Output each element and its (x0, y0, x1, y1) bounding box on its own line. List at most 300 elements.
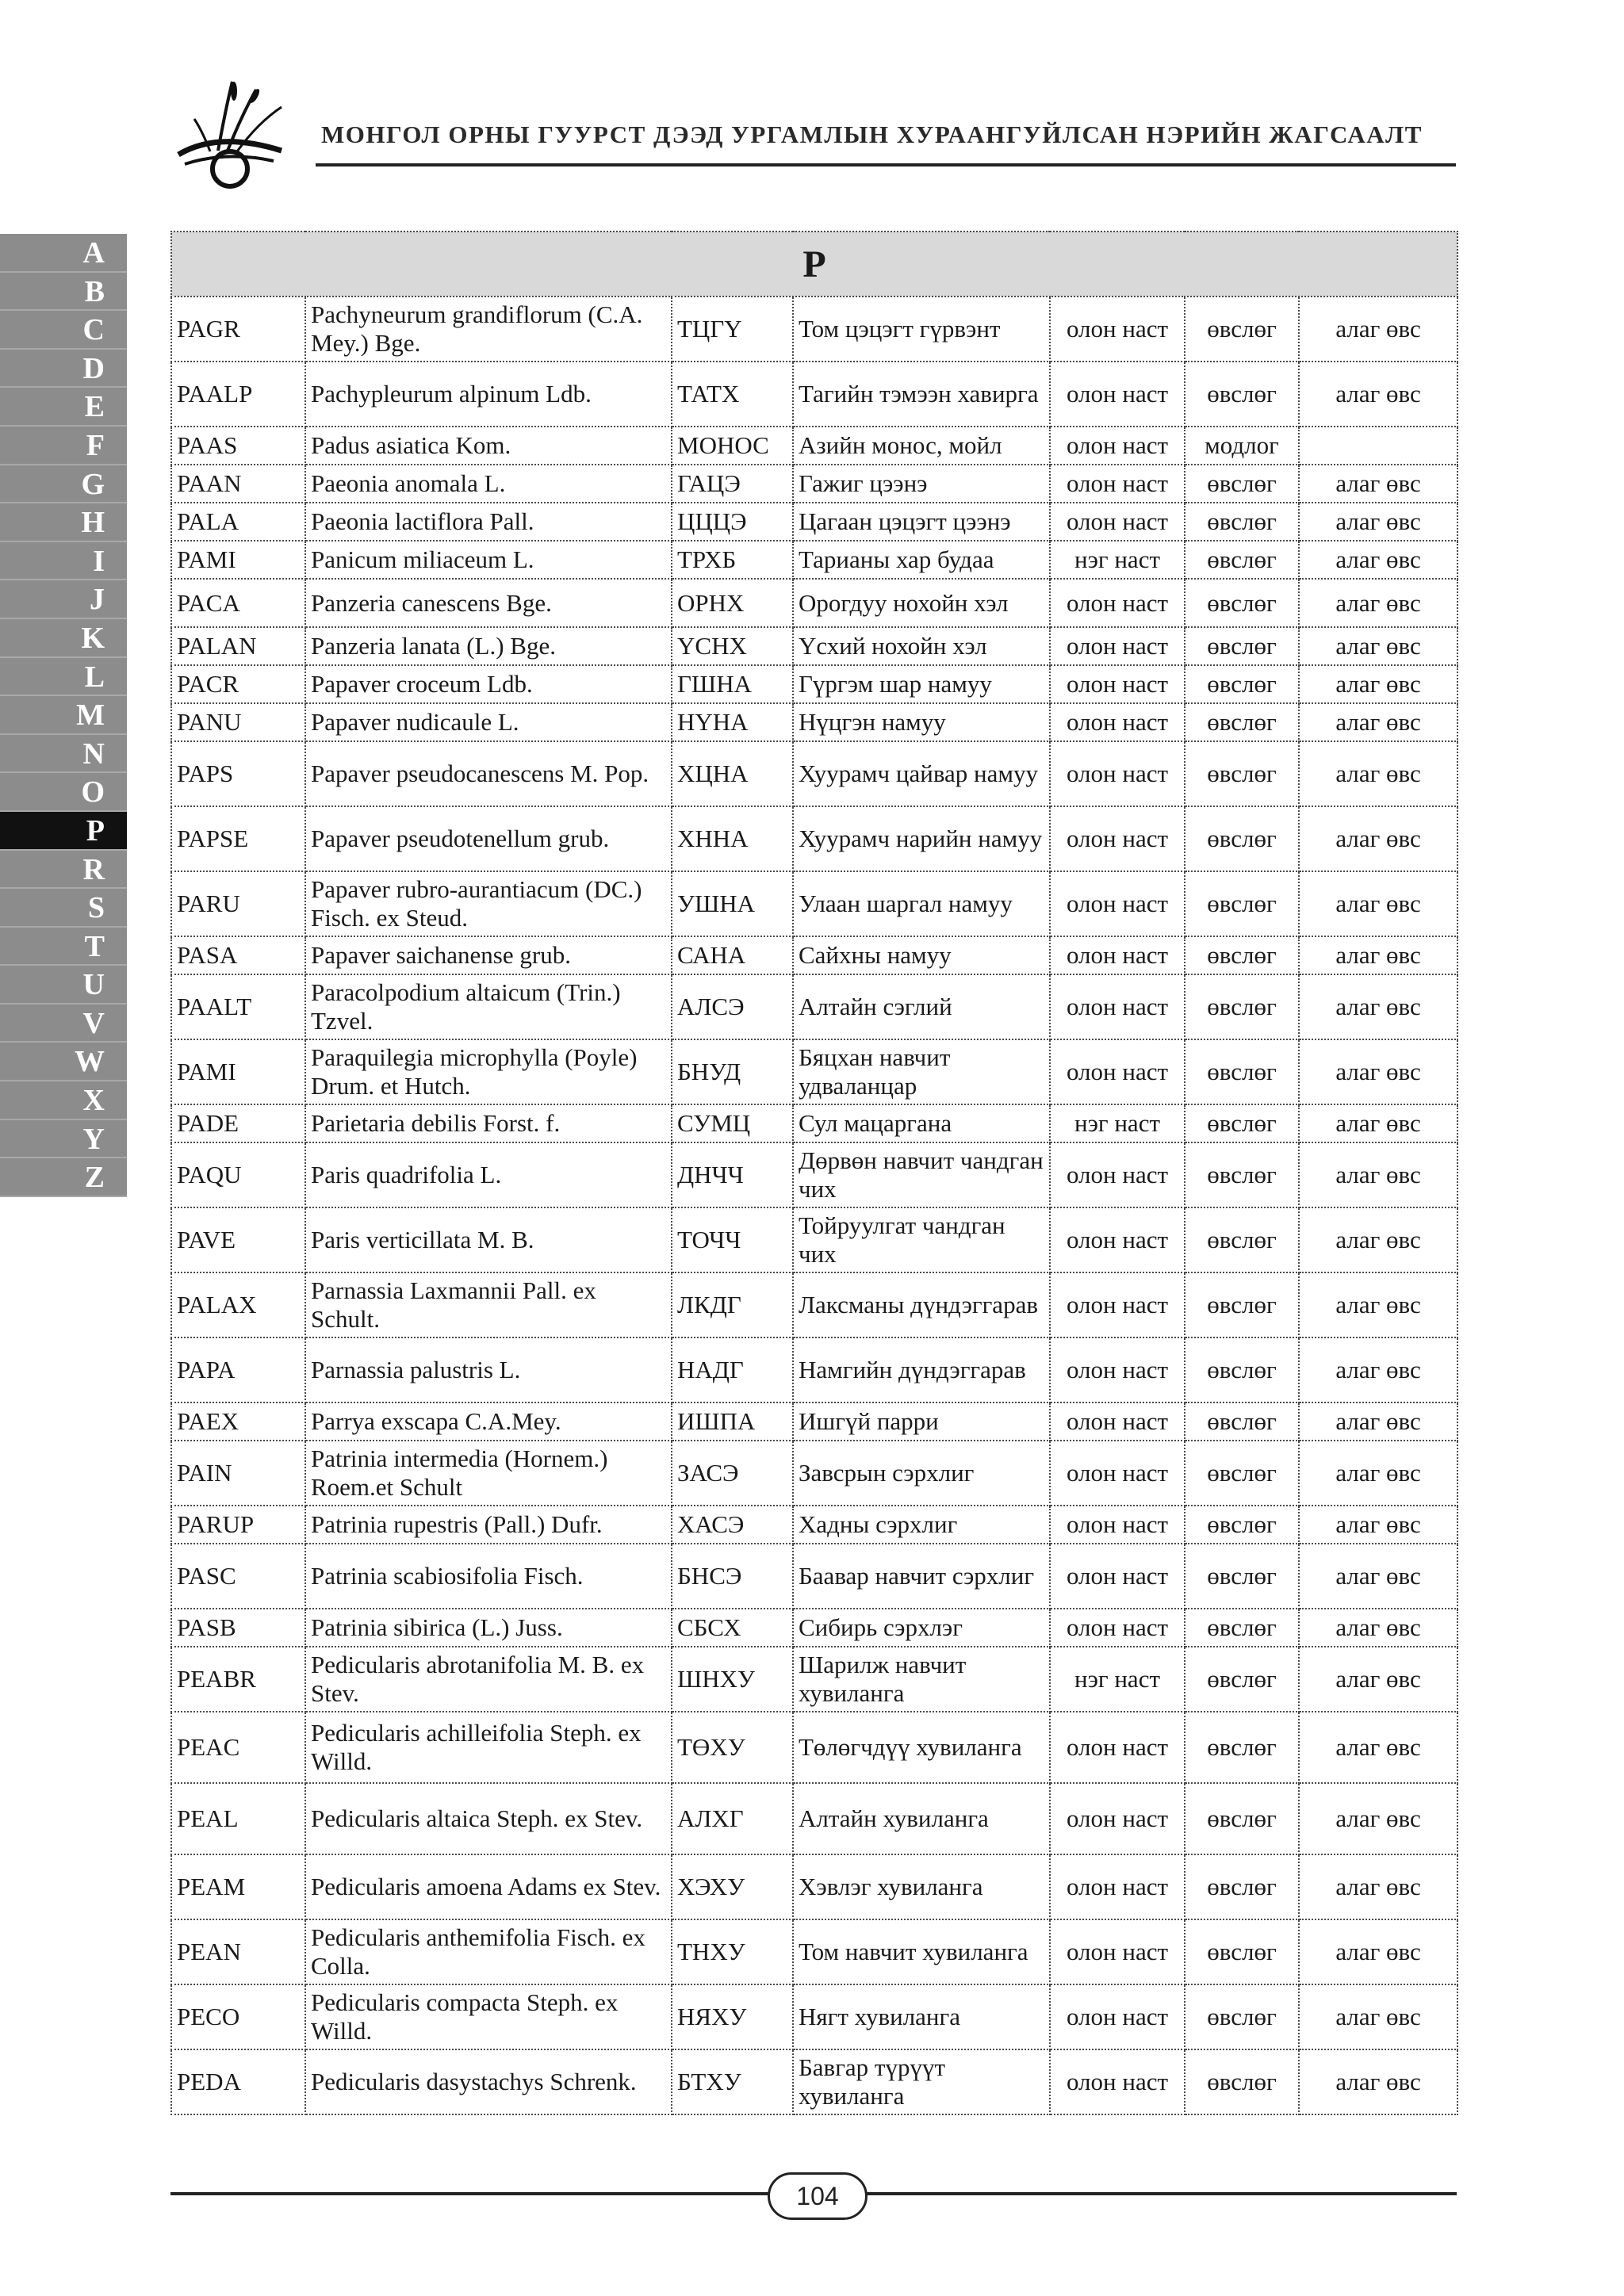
latin-name-cell: Parrya exscapa C.A.Mey. (305, 1402, 672, 1441)
mn-code-cell: САНА (672, 936, 793, 974)
table-row (171, 297, 1457, 362)
lifespan-cell: олон наст (1050, 1506, 1185, 1544)
group-cell: алаг өвс (1299, 1441, 1457, 1506)
latin-name-cell: Paeonia anomala L. (305, 465, 672, 503)
mongolian-name-cell: Хэвлэг хувиланга (793, 1854, 1050, 1919)
mn-code-cell: ЗАСЭ (672, 1441, 793, 1506)
group-cell: алаг өвс (1299, 297, 1457, 362)
group-cell: алаг өвс (1299, 1712, 1457, 1783)
mn-code-cell: СБСХ (672, 1609, 793, 1647)
lifespan-cell: олон наст (1050, 627, 1185, 665)
mn-code-cell: БТХУ (672, 2049, 793, 2114)
alphabet-tab-u[interactable]: U (0, 966, 127, 1004)
mongolian-name-cell: Нүцгэн намуу (793, 703, 1050, 741)
growth-form-cell: өвслөг (1185, 1712, 1299, 1783)
lifespan-cell: олон наст (1050, 741, 1185, 806)
latin-name-cell: Pedicularis compacta Steph. ex Willd. (305, 1984, 672, 2049)
code-cell: PAALT (171, 974, 305, 1039)
code-cell: PAAN (171, 465, 305, 503)
mongolian-name-cell: Лаксманы дүндэггарав (793, 1272, 1050, 1337)
latin-name-cell: Papaver croceum Ldb. (305, 665, 672, 703)
group-cell: алаг өвс (1299, 1783, 1457, 1854)
table-row (171, 362, 1457, 427)
alphabet-tab-d[interactable]: D (0, 350, 127, 388)
document-header-title: МОНГОЛ ОРНЫ ГУУРСТ ДЭЭД УРГАМЛЫН ХУРААНГУЙЛСАН НЭРИЙН ЖАГСААЛТ (321, 121, 1423, 148)
table-row (171, 1919, 1457, 1984)
table-row (171, 541, 1457, 579)
lifespan-cell: олон наст (1050, 297, 1185, 362)
latin-name-cell: Parnassia Laxmannii Pall. ex Schult. (305, 1272, 672, 1337)
group-cell: алаг өвс (1299, 1647, 1457, 1712)
latin-name-cell: Patrinia rupestris (Pall.) Dufr. (305, 1506, 672, 1544)
alphabet-tab-x[interactable]: X (0, 1081, 127, 1120)
alphabet-tab-p[interactable]: P (0, 812, 127, 851)
table-row (171, 503, 1457, 541)
growth-form-cell: модлог (1185, 427, 1299, 465)
mongolian-name-cell: Хуурамч цайвар намуу (793, 741, 1050, 806)
table-row (171, 1783, 1457, 1854)
code-cell: PAPSE (171, 806, 305, 871)
table-row (171, 1039, 1457, 1104)
mongolian-name-cell: Төлөгчдүү хувиланга (793, 1712, 1050, 1783)
growth-form-cell: өвслөг (1185, 541, 1299, 579)
mn-code-cell: НҮНА (672, 703, 793, 741)
code-cell: PAPA (171, 1337, 305, 1402)
mn-code-cell: ЛКДГ (672, 1272, 793, 1337)
growth-form-cell: өвслөг (1185, 627, 1299, 665)
latin-name-cell: Papaver pseudotenellum grub. (305, 806, 672, 871)
group-cell: алаг өвс (1299, 503, 1457, 541)
growth-form-cell: өвслөг (1185, 936, 1299, 974)
alphabet-tab-g[interactable]: G (0, 465, 127, 504)
group-cell: алаг өвс (1299, 1854, 1457, 1919)
table-row (171, 627, 1457, 665)
lifespan-cell: олон наст (1050, 1783, 1185, 1854)
growth-form-cell: өвслөг (1185, 465, 1299, 503)
species-table-body (171, 297, 1457, 2114)
group-cell: алаг өвс (1299, 1506, 1457, 1544)
mn-code-cell: АЛСЭ (672, 974, 793, 1039)
page-number: 104 (768, 2172, 868, 2220)
mn-code-cell: ЦЦЦЭ (672, 503, 793, 541)
growth-form-cell: өвслөг (1185, 1142, 1299, 1207)
mongolian-name-cell: Улаан шаргал намуу (793, 871, 1050, 936)
latin-name-cell: Papaver rubro-aurantiacum (DC.) Fisch. ex Steud. (305, 871, 672, 936)
table-row (171, 427, 1457, 465)
lifespan-cell: олон наст (1050, 974, 1185, 1039)
mongolian-name-cell: Бавгар түрүүт хувиланга (793, 2049, 1050, 2114)
growth-form-cell: өвслөг (1185, 871, 1299, 936)
lifespan-cell: олон наст (1050, 1919, 1185, 1984)
group-cell: алаг өвс (1299, 1272, 1457, 1337)
table-row (171, 465, 1457, 503)
lifespan-cell: олон наст (1050, 936, 1185, 974)
alphabet-tab-v[interactable]: V (0, 1004, 127, 1043)
mongolian-name-cell: Шарилж навчит хувиланга (793, 1647, 1050, 1712)
mn-code-cell: ГАЦЭ (672, 465, 793, 503)
group-cell: алаг өвс (1299, 741, 1457, 806)
lifespan-cell: олон наст (1050, 1609, 1185, 1647)
growth-form-cell: өвслөг (1185, 1544, 1299, 1609)
lifespan-cell: олон наст (1050, 665, 1185, 703)
group-cell: алаг өвс (1299, 1039, 1457, 1104)
latin-name-cell: Paris verticillata M. B. (305, 1207, 672, 1272)
alphabet-tab-e[interactable]: E (0, 388, 127, 427)
alphabet-tab-o[interactable]: O (0, 773, 127, 812)
code-cell: PASB (171, 1609, 305, 1647)
table-row (171, 806, 1457, 871)
table-row (171, 1441, 1457, 1506)
mongolian-name-cell: Тойруулгат чандган чих (793, 1207, 1050, 1272)
growth-form-cell: өвслөг (1185, 2049, 1299, 2114)
table-row (171, 1854, 1457, 1919)
growth-form-cell: өвслөг (1185, 1104, 1299, 1142)
table-row (171, 1337, 1457, 1402)
mn-code-cell: ТОЧЧ (672, 1207, 793, 1272)
latin-name-cell: Panicum miliaceum L. (305, 541, 672, 579)
mongolian-name-cell: Дөрвөн навчит чандган чих (793, 1142, 1050, 1207)
code-cell: PACA (171, 579, 305, 627)
mongolian-name-cell: Гажиг цээнэ (793, 465, 1050, 503)
table-row (171, 1712, 1457, 1783)
group-cell: алаг өвс (1299, 665, 1457, 703)
table-row (171, 1402, 1457, 1441)
growth-form-cell: өвслөг (1185, 1506, 1299, 1544)
group-cell: алаг өвс (1299, 627, 1457, 665)
mn-code-cell: БНСЭ (672, 1544, 793, 1609)
group-cell: алаг өвс (1299, 1142, 1457, 1207)
mongolian-name-cell: Алтайн хувиланга (793, 1783, 1050, 1854)
latin-name-cell: Padus asiatica Kom. (305, 427, 672, 465)
mongolian-name-cell: Цагаан цэцэгт цээнэ (793, 503, 1050, 541)
group-cell: алаг өвс (1299, 541, 1457, 579)
code-cell: PAALP (171, 362, 305, 427)
lifespan-cell: нэг наст (1050, 541, 1185, 579)
code-cell: PARUP (171, 1506, 305, 1544)
growth-form-cell: өвслөг (1185, 1337, 1299, 1402)
table-row (171, 1984, 1457, 2049)
mn-code-cell: БНУД (672, 1039, 793, 1104)
table-row (171, 741, 1457, 806)
latin-name-cell: Parietaria debilis Forst. f. (305, 1104, 672, 1142)
mn-code-cell: ТАТХ (672, 362, 793, 427)
book-logo-icon (170, 75, 289, 194)
growth-form-cell: өвслөг (1185, 1441, 1299, 1506)
growth-form-cell: өвслөг (1185, 503, 1299, 541)
growth-form-cell: өвслөг (1185, 1854, 1299, 1919)
table-row (171, 579, 1457, 627)
code-cell: PAMI (171, 1039, 305, 1104)
latin-name-cell: Pedicularis altaica Steph. ex Stev. (305, 1783, 672, 1854)
mn-code-cell: ХАСЭ (672, 1506, 793, 1544)
alphabet-tab-f[interactable]: F (0, 427, 127, 465)
alphabet-tab-h[interactable]: H (0, 503, 127, 542)
code-cell: PADE (171, 1104, 305, 1142)
code-cell: PARU (171, 871, 305, 936)
group-cell: алаг өвс (1299, 871, 1457, 936)
mn-code-cell: СУМЦ (672, 1104, 793, 1142)
mn-code-cell: ХЦНА (672, 741, 793, 806)
latin-name-cell: Paraquilegia microphylla (Poyle) Drum. et Hutch. (305, 1039, 672, 1104)
table-row (171, 665, 1457, 703)
lifespan-cell: олон наст (1050, 1402, 1185, 1441)
mn-code-cell: ДНЧЧ (672, 1142, 793, 1207)
table-row (171, 1272, 1457, 1337)
code-cell: PALA (171, 503, 305, 541)
lifespan-cell: олон наст (1050, 362, 1185, 427)
group-cell: алаг өвс (1299, 806, 1457, 871)
lifespan-cell: олон наст (1050, 427, 1185, 465)
mongolian-name-cell: Том навчит хувиланга (793, 1919, 1050, 1984)
alphabet-tab-j[interactable]: J (0, 580, 127, 619)
table-row (171, 1544, 1457, 1609)
lifespan-cell: олон наст (1050, 1142, 1185, 1207)
mn-code-cell: МОНОС (672, 427, 793, 465)
lifespan-cell: олон наст (1050, 806, 1185, 871)
mn-code-cell: ҮСНХ (672, 627, 793, 665)
growth-form-cell: өвслөг (1185, 741, 1299, 806)
growth-form-cell: өвслөг (1185, 1207, 1299, 1272)
alphabet-tab-b[interactable]: B (0, 273, 127, 312)
mongolian-name-cell: Хадны сэрхлиг (793, 1506, 1050, 1544)
table-row (171, 1142, 1457, 1207)
table-row (171, 871, 1457, 936)
code-cell: PASC (171, 1544, 305, 1609)
group-cell: алаг өвс (1299, 1609, 1457, 1647)
mongolian-name-cell: Завсрын сэрхлиг (793, 1441, 1050, 1506)
mongolian-name-cell: Сул мацаргана (793, 1104, 1050, 1142)
growth-form-cell: өвслөг (1185, 806, 1299, 871)
alphabet-tab-c[interactable]: C (0, 311, 127, 350)
mongolian-name-cell: Сибирь сэрхлэг (793, 1609, 1050, 1647)
latin-name-cell: Patrinia scabiosifolia Fisch. (305, 1544, 672, 1609)
lifespan-cell: олон наст (1050, 2049, 1185, 2114)
group-cell: алаг өвс (1299, 974, 1457, 1039)
lifespan-cell: нэг наст (1050, 1647, 1185, 1712)
mongolian-name-cell: Тагийн тэмээн хавирга (793, 362, 1050, 427)
mongolian-name-cell: Азийн монос, мойл (793, 427, 1050, 465)
latin-name-cell: Paris quadrifolia L. (305, 1142, 672, 1207)
latin-name-cell: Panzeria lanata (L.) Bge. (305, 627, 672, 665)
code-cell: PAGR (171, 297, 305, 362)
mongolian-name-cell: Сайхны намуу (793, 936, 1050, 974)
lifespan-cell: олон наст (1050, 871, 1185, 936)
mn-code-cell: ИШПА (672, 1402, 793, 1441)
mn-code-cell: УШНА (672, 871, 793, 936)
code-cell: PASA (171, 936, 305, 974)
lifespan-cell: олон наст (1050, 1854, 1185, 1919)
alphabet-tab-n[interactable]: N (0, 735, 127, 774)
mn-code-cell: ОРНХ (672, 579, 793, 627)
alphabet-tab-a[interactable]: A (0, 234, 127, 273)
lifespan-cell: олон наст (1050, 1039, 1185, 1104)
lifespan-cell: олон наст (1050, 1984, 1185, 2049)
growth-form-cell: өвслөг (1185, 1919, 1299, 1984)
latin-name-cell: Pedicularis achilleifolia Steph. ex Willd. (305, 1712, 672, 1783)
section-letter: P (171, 232, 1457, 297)
table-row (171, 1104, 1457, 1142)
mn-code-cell: АЛХГ (672, 1783, 793, 1854)
group-cell: алаг өвс (1299, 1984, 1457, 2049)
growth-form-cell: өвслөг (1185, 1609, 1299, 1647)
mongolian-name-cell: Намгийн дүндэггарав (793, 1337, 1050, 1402)
mongolian-name-cell: Гүргэм шар намуу (793, 665, 1050, 703)
alphabet-tab-k[interactable]: K (0, 619, 127, 658)
mongolian-name-cell: Ишгүй парри (793, 1402, 1050, 1441)
code-cell: PEAL (171, 1783, 305, 1854)
lifespan-cell: олон наст (1050, 1441, 1185, 1506)
code-cell: PANU (171, 703, 305, 741)
latin-name-cell: Pedicularis anthemifolia Fisch. ex Colla. (305, 1919, 672, 1984)
group-cell: алаг өвс (1299, 1207, 1457, 1272)
lifespan-cell: олон наст (1050, 465, 1185, 503)
mongolian-name-cell: Бяцхан навчит удваланцар (793, 1039, 1050, 1104)
mn-code-cell: ХННА (672, 806, 793, 871)
latin-name-cell: Pachypleurum alpinum Ldb. (305, 362, 672, 427)
group-cell: алаг өвс (1299, 2049, 1457, 2114)
code-cell: PAPS (171, 741, 305, 806)
alphabet-tab-w[interactable]: W (0, 1043, 127, 1081)
header-rule (316, 163, 1456, 166)
code-cell: PAEX (171, 1402, 305, 1441)
mn-code-cell: ТРХБ (672, 541, 793, 579)
mn-code-cell: ТӨХУ (672, 1712, 793, 1783)
lifespan-cell: олон наст (1050, 579, 1185, 627)
code-cell: PAIN (171, 1441, 305, 1506)
latin-name-cell: Papaver nudicaule L. (305, 703, 672, 741)
code-cell: PAAS (171, 427, 305, 465)
mn-code-cell: ГШНА (672, 665, 793, 703)
growth-form-cell: өвслөг (1185, 1272, 1299, 1337)
mn-code-cell: НЯХУ (672, 1984, 793, 2049)
group-cell: алаг өвс (1299, 362, 1457, 427)
group-cell (1299, 427, 1457, 465)
group-cell: алаг өвс (1299, 1104, 1457, 1142)
latin-name-cell: Paracolpodium altaicum (Trin.) Tzvel. (305, 974, 672, 1039)
species-table-container (170, 231, 1457, 2115)
lifespan-cell: олон наст (1050, 503, 1185, 541)
code-cell: PAMI (171, 541, 305, 579)
lifespan-cell: нэг наст (1050, 1104, 1185, 1142)
table-row (171, 2049, 1457, 2114)
alphabet-tab-y[interactable]: Y (0, 1120, 127, 1159)
latin-name-cell: Panzeria canescens Bge. (305, 579, 672, 627)
growth-form-cell: өвслөг (1185, 1647, 1299, 1712)
latin-name-cell: Papaver saichanense grub. (305, 936, 672, 974)
growth-form-cell: өвслөг (1185, 1039, 1299, 1104)
alphabet-index (0, 234, 127, 1197)
group-cell: алаг өвс (1299, 1544, 1457, 1609)
latin-name-cell: Pedicularis dasystachys Schrenk. (305, 2049, 672, 2114)
code-cell: PALAN (171, 627, 305, 665)
growth-form-cell: өвслөг (1185, 1402, 1299, 1441)
mn-code-cell: ТНХУ (672, 1919, 793, 1984)
latin-name-cell: Pachyneurum grandiflorum (C.A. Mey.) Bge. (305, 297, 672, 362)
latin-name-cell: Patrinia intermedia (Hornem.) Roem.et Schult (305, 1441, 672, 1506)
mn-code-cell: ХЭХУ (672, 1854, 793, 1919)
table-row (171, 974, 1457, 1039)
table-row (171, 1506, 1457, 1544)
mn-code-cell: НАДГ (672, 1337, 793, 1402)
mn-code-cell: ТЦГҮ (672, 297, 793, 362)
group-cell: алаг өвс (1299, 465, 1457, 503)
code-cell: PEDA (171, 2049, 305, 2114)
lifespan-cell: олон наст (1050, 1544, 1185, 1609)
latin-name-cell: Parnassia palustris L. (305, 1337, 672, 1402)
alphabet-tab-z[interactable]: Z (0, 1158, 127, 1197)
code-cell: PACR (171, 665, 305, 703)
alphabet-tab-i[interactable]: I (0, 542, 127, 581)
group-cell: алаг өвс (1299, 1919, 1457, 1984)
table-row (171, 1609, 1457, 1647)
latin-name-cell: Pedicularis amoena Adams ex Stev. (305, 1854, 672, 1919)
code-cell: PEAN (171, 1919, 305, 1984)
group-cell: алаг өвс (1299, 936, 1457, 974)
alphabet-tab-r[interactable]: R (0, 851, 127, 890)
group-cell: алаг өвс (1299, 1337, 1457, 1402)
latin-name-cell: Papaver pseudocanescens M. Pop. (305, 741, 672, 806)
code-cell: PAVE (171, 1207, 305, 1272)
growth-form-cell: өвслөг (1185, 974, 1299, 1039)
section-header-row (171, 232, 1457, 297)
lifespan-cell: олон наст (1050, 1272, 1185, 1337)
mongolian-name-cell: Орогдуу нохойн хэл (793, 579, 1050, 627)
footer-rule-right (856, 2192, 1457, 2195)
mn-code-cell: ШНХУ (672, 1647, 793, 1712)
latin-name-cell: Paeonia lactiflora Pall. (305, 503, 672, 541)
growth-form-cell: өвслөг (1185, 1984, 1299, 2049)
mongolian-name-cell: Үсхий нохойн хэл (793, 627, 1050, 665)
alphabet-tab-s[interactable]: S (0, 889, 127, 928)
alphabet-tab-m[interactable]: M (0, 696, 127, 735)
footer-rule-left (170, 2192, 781, 2195)
table-row (171, 703, 1457, 741)
mongolian-name-cell: Алтайн сэглий (793, 974, 1050, 1039)
mongolian-name-cell: Том цэцэгт гүрвэнт (793, 297, 1050, 362)
code-cell: PEAC (171, 1712, 305, 1783)
mongolian-name-cell: Хуурамч нарийн намуу (793, 806, 1050, 871)
growth-form-cell: өвслөг (1185, 703, 1299, 741)
growth-form-cell: өвслөг (1185, 297, 1299, 362)
code-cell: PEABR (171, 1647, 305, 1712)
growth-form-cell: өвслөг (1185, 362, 1299, 427)
code-cell: PECO (171, 1984, 305, 2049)
mongolian-name-cell: Баавар навчит сэрхлиг (793, 1544, 1050, 1609)
table-row (171, 1207, 1457, 1272)
lifespan-cell: олон наст (1050, 1207, 1185, 1272)
code-cell: PEAM (171, 1854, 305, 1919)
growth-form-cell: өвслөг (1185, 579, 1299, 627)
group-cell: алаг өвс (1299, 703, 1457, 741)
mongolian-name-cell: Нягт хувиланга (793, 1984, 1050, 2049)
alphabet-tab-t[interactable]: T (0, 928, 127, 966)
latin-name-cell: Pedicularis abrotanifolia M. B. ex Stev. (305, 1647, 672, 1712)
table-row (171, 936, 1457, 974)
lifespan-cell: олон наст (1050, 1337, 1185, 1402)
code-cell: PALAX (171, 1272, 305, 1337)
alphabet-tab-l[interactable]: L (0, 658, 127, 697)
mongolian-name-cell: Тарианы хар будаа (793, 541, 1050, 579)
lifespan-cell: олон наст (1050, 703, 1185, 741)
group-cell: алаг өвс (1299, 1402, 1457, 1441)
species-table (170, 231, 1458, 2115)
group-cell: алаг өвс (1299, 579, 1457, 627)
growth-form-cell: өвслөг (1185, 665, 1299, 703)
table-row (171, 1647, 1457, 1712)
growth-form-cell: өвслөг (1185, 1783, 1299, 1854)
lifespan-cell: олон наст (1050, 1712, 1185, 1783)
latin-name-cell: Patrinia sibirica (L.) Juss. (305, 1609, 672, 1647)
